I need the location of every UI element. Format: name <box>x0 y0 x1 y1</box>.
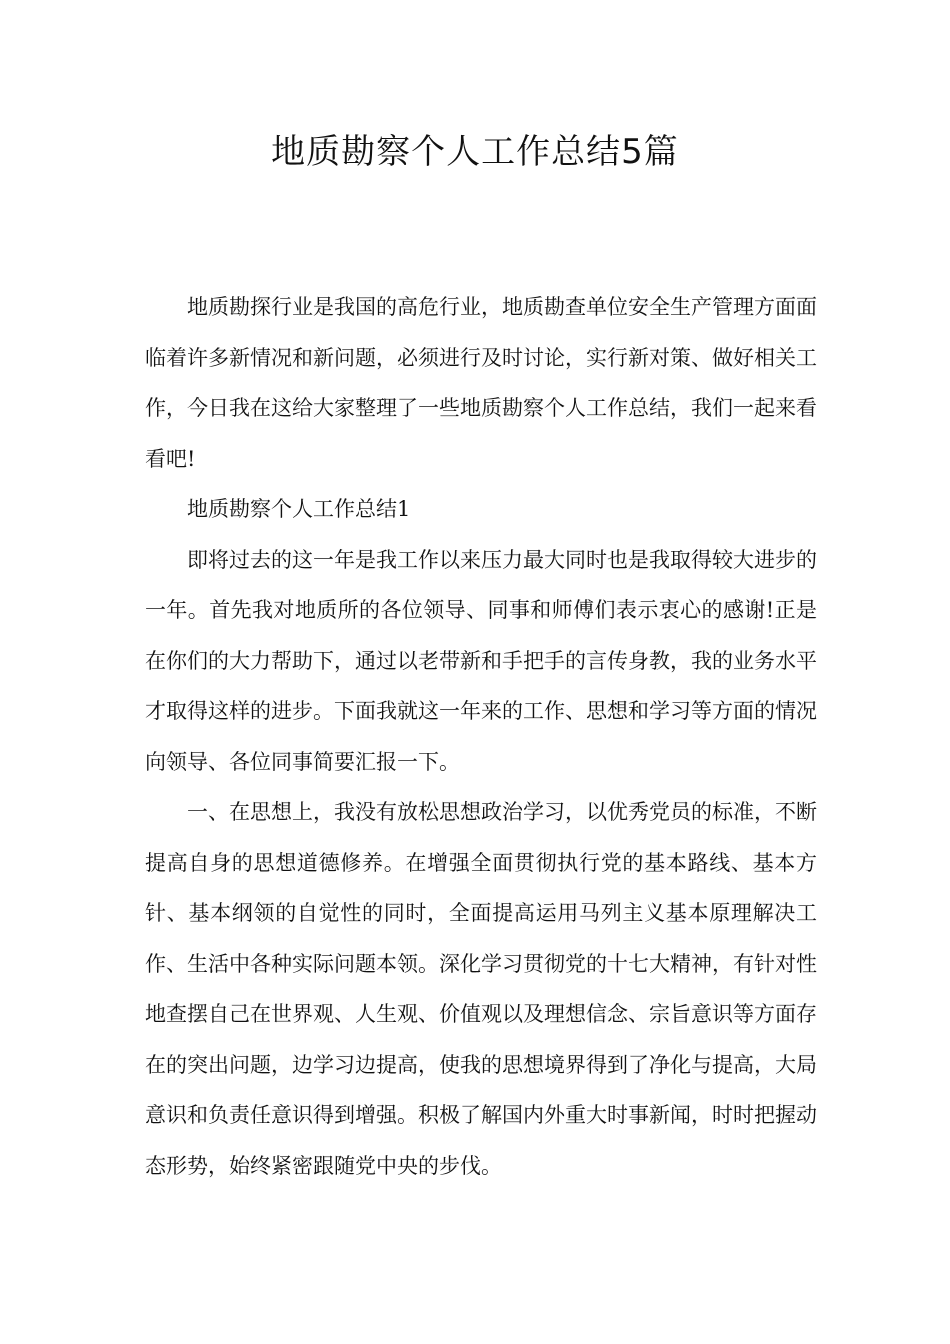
intro-paragraph: 地质勘探行业是我国的高危行业，地质勘查单位安全生产管理方面面临着许多新情况和新问题，必须进行及时讨论，实行新对策、做好相关工作，今日我在这给大家整理了一些地质勘察个人工作总结，我们一起来看看吧! <box>145 295 817 471</box>
body-paragraph-2: 一、在思想上，我没有放松思想政治学习，以优秀党员的标准，不断提高自身的思想道德修养。在增强全面贯彻执行党的基本路线、基本方针、基本纲领的自觉性的同时，全面提高运用马列主义基本原理解决工作、生活中各种实际问题本领。深化学习贯彻党的十七大精神，有针对性地查摆自己在世界观、人生观、价值观以及理想信念、宗旨意识等方面存在的突出问题，边学习边提高，使我的思想境界得到了净化与提高，大局意识和负责任意识得到增强。积极了解国内外重大时事新闻，时时把握动态形势，始终紧密跟随党中央的步伐。 <box>145 800 817 1178</box>
section-heading-1: 地质勘察个人工作总结1 <box>187 497 411 521</box>
body-paragraph-1: 即将过去的这一年是我工作以来压力最大同时也是我取得较大进步的一年。首先我对地质所的各位领导、同事和师傅们表示衷心的感谢!正是在你们的大力帮助下，通过以老带新和手把手的言传身教，我的业务水平才取得这样的进步。下面我就这一年来的工作、思想和学习等方面的情况向领导、各位同事简要汇报一下。 <box>145 547 817 774</box>
document-body <box>145 282 817 1191</box>
document-title: 地质勘察个人工作总结5篇 <box>271 132 679 172</box>
